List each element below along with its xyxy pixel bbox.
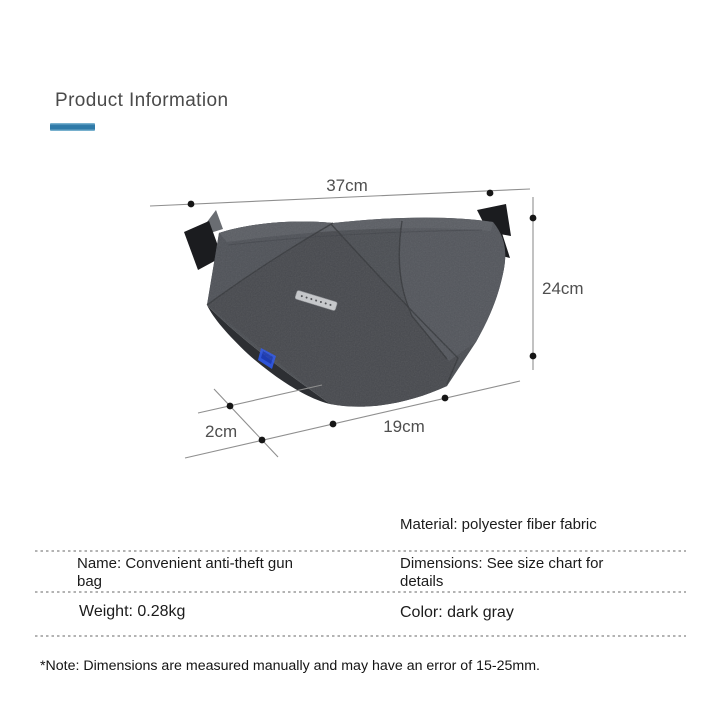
base-dimension-label: 19cm	[383, 417, 425, 436]
spec-weight: Weight: 0.28kg	[79, 603, 186, 620]
spec-material: Material: polyester fiber fabric	[400, 516, 597, 533]
dimension-dot	[259, 437, 266, 444]
width-dimension-label: 37cm	[326, 176, 368, 195]
divider	[35, 635, 686, 637]
dimension-dot	[442, 395, 449, 402]
measurement-note: *Note: Dimensions are measured manually and may have an error of 15-25mm.	[40, 658, 540, 674]
height-dimension-label: 24cm	[542, 279, 584, 298]
spec-name: Name: Convenient anti-theft gun bag	[77, 555, 293, 590]
spec-color: Color: dark gray	[400, 604, 514, 621]
dimension-dot	[530, 215, 537, 222]
dimension-dot	[188, 201, 195, 208]
dimension-dot	[530, 353, 537, 360]
dimension-dot	[330, 421, 337, 428]
product-image-bag	[180, 200, 520, 420]
page-title: Product Information	[55, 90, 229, 111]
depth-upper-guide-line	[198, 385, 322, 413]
dimension-dot	[227, 403, 234, 410]
divider	[35, 550, 686, 552]
fabric-texture	[180, 200, 520, 420]
title-accent-bar	[50, 123, 95, 131]
depth-dimension-label: 2cm	[205, 422, 238, 441]
product-dimension-diagram	[0, 160, 720, 480]
spec-dimensions: Dimensions: See size chart for details	[400, 555, 604, 590]
dimension-dot	[487, 190, 494, 197]
divider	[35, 591, 686, 593]
